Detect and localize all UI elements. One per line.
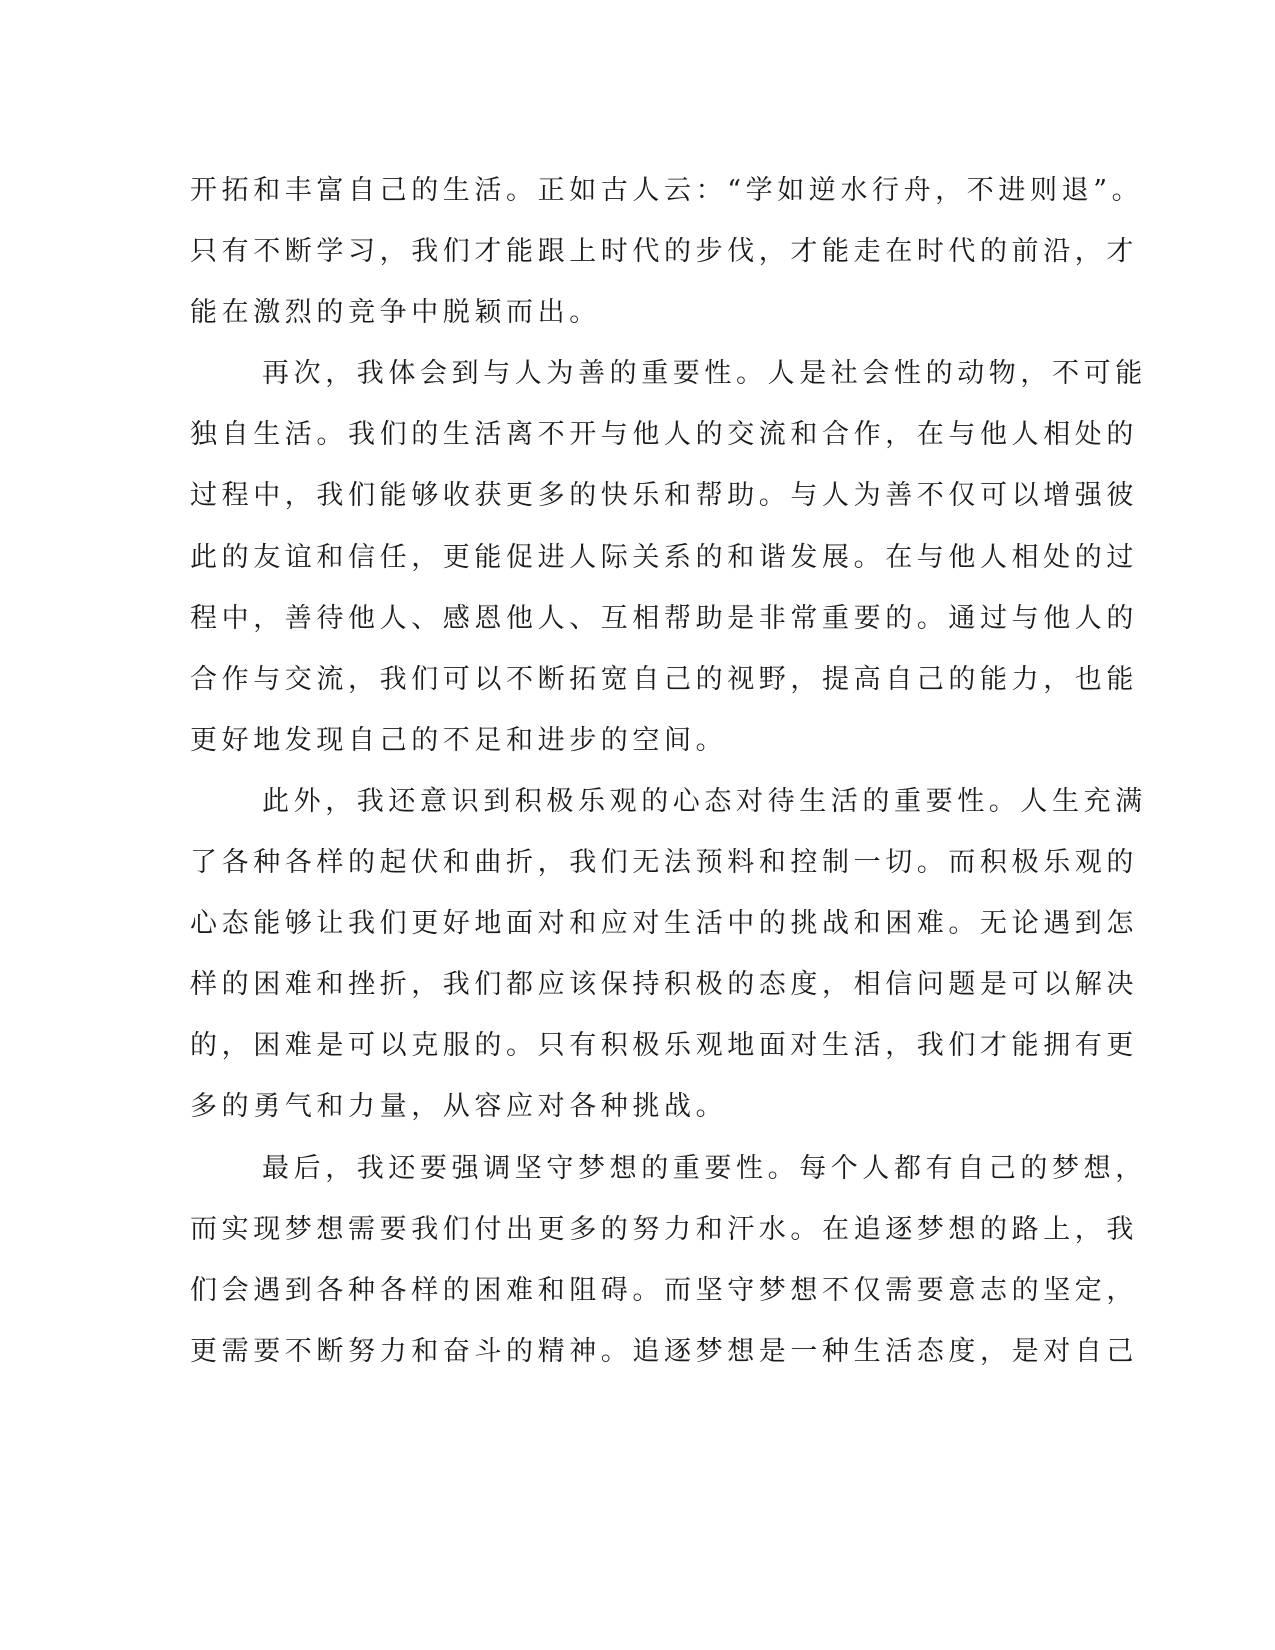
document-body bbox=[190, 160, 1147, 1382]
text-line: 合作与交流，我们可以不断拓宽自己的视野，提高自己的能力，也能 bbox=[190, 663, 1138, 695]
text-line: 了各种各样的起伏和曲折，我们无法预料和控制一切。而积极乐观的 bbox=[190, 847, 1138, 879]
text-line: 们会遇到各种各样的困难和阻碍。而坚守梦想不仅需要意志的坚定， bbox=[190, 1274, 1138, 1306]
paragraph-start-line: 最后，我还要强调坚守梦想的重要性。每个人都有自己的梦想， bbox=[262, 1152, 1147, 1184]
text-line: 的，困难是可以克服的。只有积极乐观地面对生活，我们才能拥有更 bbox=[190, 1030, 1138, 1062]
text-line: 过程中，我们能够收获更多的快乐和帮助。与人为善不仅可以增强彼 bbox=[190, 480, 1138, 512]
text-line: 心态能够让我们更好地面对和应对生活中的挑战和困难。无论遇到怎 bbox=[190, 908, 1138, 940]
text-line: 多的勇气和力量，从容应对各种挑战。 bbox=[190, 1091, 728, 1123]
text-line: 只有不断学习，我们才能跟上时代的步伐，才能走在时代的前沿，才 bbox=[190, 236, 1138, 268]
paragraph-start-line: 再次，我体会到与人为善的重要性。人是社会性的动物，不可能 bbox=[262, 358, 1147, 390]
text-line: 独自生活。我们的生活离不开与他人的交流和合作，在与他人相处的 bbox=[190, 419, 1138, 451]
text-line: 样的困难和挫折，我们都应该保持积极的态度，相信问题是可以解决 bbox=[190, 969, 1138, 1001]
text-line: 而实现梦想需要我们付出更多的努力和汗水。在追逐梦想的路上，我 bbox=[190, 1213, 1138, 1245]
text-line: 此的友谊和信任，更能促进人际关系的和谐发展。在与他人相处的过 bbox=[190, 541, 1138, 573]
text-line: 程中，善待他人、感恩他人、互相帮助是非常重要的。通过与他人的 bbox=[190, 602, 1138, 634]
text-line: 更需要不断努力和奋斗的精神。追逐梦想是一种生活态度，是对自己 bbox=[190, 1335, 1138, 1367]
text-line: 能在激烈的竞争中脱颖而出。 bbox=[190, 297, 601, 329]
text-line: 开拓和丰富自己的生活。正如古人云：“学如逆水行舟，不进则退”。 bbox=[190, 175, 1144, 206]
text-line: 更好地发现自己的不足和进步的空间。 bbox=[190, 724, 728, 756]
paragraph-start-line: 此外，我还意识到积极乐观的心态对待生活的重要性。人生充满 bbox=[262, 785, 1147, 817]
